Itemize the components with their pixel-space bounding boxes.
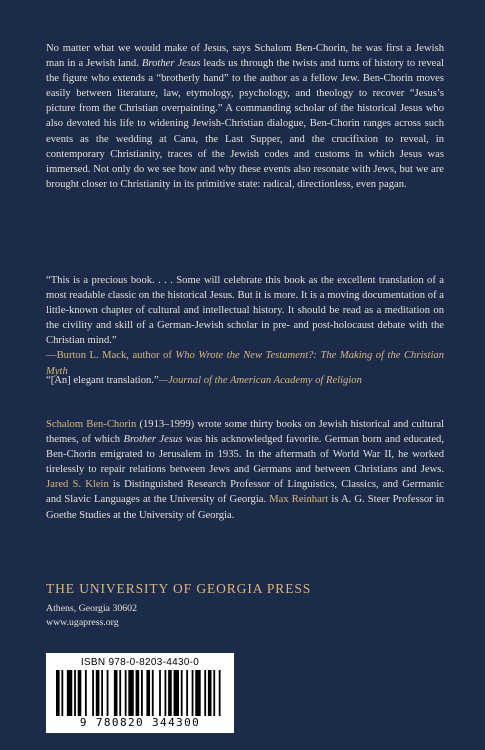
review-quote-journal: “[An] elegant translation.”—Journal of the American Academy of Religion xyxy=(46,375,362,386)
barcode-bar xyxy=(128,670,133,716)
barcode-bar xyxy=(192,670,194,716)
translator-name-reinhart: Max Reinhart xyxy=(269,494,329,506)
barcode-bar xyxy=(204,670,206,716)
book-title-italic: Brother Jesus xyxy=(141,58,201,70)
author-name: Schalom Ben-Chorin xyxy=(46,419,137,430)
barcode-bars xyxy=(56,670,226,716)
author-bio: Schalom Ben-Chorin (1913–1999) wrote some thirty books on Jewish historical and cultural themes, of which Brother Jesus was his acknowledged favorite. German born and educated, Ben-Chorin emigrated to Jerusalem in 1935. In the aftermath of World War II, he worked tirelessly to repair relations between Jews and Germans and between Christians and Jews. Jared S. Klein is Distinguished Research Professor of Linguistics, Classics, and Germanic and Slavic Languages at the University of Georgia. Max Reinhart is A. G. Steer Professor in Goethe Studies at the University of Georgia. xyxy=(46,419,445,521)
barcode-bar xyxy=(56,670,60,716)
isbn-barcode xyxy=(46,653,234,733)
review-quote-mack: “This is a precious book. . . . Some will celebrate this book as the excellent translation of a most readable classic on the historical Jesus. But it is more. It is a moving documentation of a little-known chapter of cultural and intellectual history. It should be read as a meditation on the civility and skill of a German-Jewish scholar in pre- and post-holocaust debate with the Christian mind.” —Burton L. Mack, author of Who Wrote the New Testament?: The Making of the Christian Myth xyxy=(46,275,445,377)
isbn-label: ISBN 978-0-8203-4430-0 xyxy=(80,657,200,668)
barcode-bar xyxy=(125,670,127,716)
barcode-bar xyxy=(74,670,76,716)
barcode-bar xyxy=(181,670,183,716)
publisher-city: Athens, Georgia 30602 xyxy=(46,603,137,614)
barcode-bar xyxy=(152,670,154,716)
barcode-bar xyxy=(174,670,179,716)
barcode-bar xyxy=(85,670,87,716)
barcode-digits: 9 780820 344300 xyxy=(79,716,201,729)
barcode-bar xyxy=(136,670,140,716)
barcode-bar xyxy=(119,670,121,716)
barcode-bar xyxy=(101,670,103,716)
barcode-bar xyxy=(61,670,63,716)
barcode-bar xyxy=(107,670,109,716)
barcode-bar xyxy=(92,670,94,716)
publisher-address xyxy=(46,602,137,630)
quote-attribution: —Burton L. Mack, author of Who Wrote the New Testament?: The Making of the Christian Myth xyxy=(46,350,445,377)
barcode-bar xyxy=(78,670,82,716)
translator-name-klein: Jared S. Klein xyxy=(46,479,109,491)
barcode-bar xyxy=(146,670,150,716)
barcode-bar xyxy=(186,670,188,716)
barcode-bar xyxy=(114,670,118,716)
barcode-bar xyxy=(168,670,172,716)
barcode-bar xyxy=(159,670,161,716)
barcode-bar xyxy=(141,670,143,716)
barcode-bar xyxy=(219,670,221,716)
barcode-bar xyxy=(195,670,200,716)
barcode-bar xyxy=(208,670,212,716)
barcode-bar xyxy=(67,670,72,716)
publisher-website: www.ugapress.org xyxy=(46,617,119,628)
quote-source: —Journal of the American Academy of Religion xyxy=(158,375,362,386)
barcode-bar xyxy=(165,670,167,716)
barcode-bar xyxy=(213,670,215,716)
book-description: No matter what we would make of Jesus, says Schalom Ben-Chorin, he was first a Jewish man in a Jewish land. Brother Jesus leads us through the twists and turns of history to reveal the figure who extends a “brotherly hand” to the author as a fellow Jew. Ben-Chorin moves easily between literature, law, etymology, psychology, and theology to recover “Jesus’s picture from the Christian overpainting.” A commanding scholar of the historical Jesus who also devoted his life to widening Jewish-Christian dialogue, Ben-Chorin ranges across such events as the wedding at Cana, the Last Supper, and the crucifixion to reveal, in contemporary Christianity, traces of the Jewish codes and customs in which Jesus was immersed. Not only do we see how and why these events also resonate with Jews, but we are brought closer to Christianity in its primitive state: radical, directionless, even pagan. xyxy=(46,43,444,190)
barcode-bar xyxy=(96,670,100,716)
publisher-name: THE UNIVERSITY OF GEORGIA PRESS xyxy=(46,581,312,596)
